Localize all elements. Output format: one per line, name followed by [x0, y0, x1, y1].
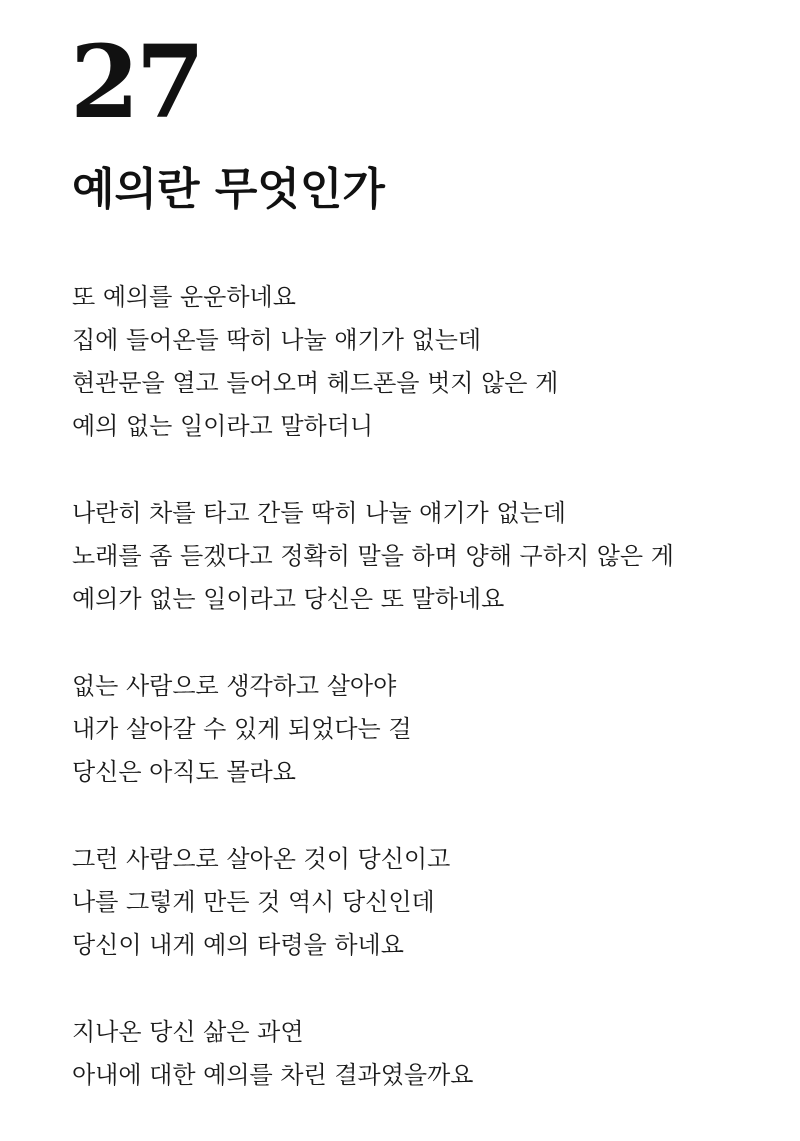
poem-line: 지나온 당신 삶은 과연	[72, 1018, 304, 1046]
stanza-2	[72, 492, 772, 621]
stanza-4	[72, 838, 772, 967]
poem-line: 집에 들어온들 딱히 나눌 얘기가 없는데	[72, 326, 482, 354]
poem-line: 나를 그렇게 만든 것 역시 당신인데	[72, 888, 435, 916]
poem-line: 없는 사람으로 생각하고 살아야	[72, 672, 397, 700]
poem-line: 그런 사람으로 살아온 것이 당신이고	[72, 845, 451, 873]
poem-line: 나란히 차를 타고 간들 딱히 나눌 얘기가 없는데	[72, 499, 566, 527]
poem-line: 현관문을 열고 들어오며 헤드폰을 벗지 않은 게	[72, 369, 559, 397]
poem-line: 내가 살아갈 수 있게 되었다는 걸	[72, 715, 412, 743]
poem-line: 예의 없는 일이라고 말하더니	[72, 412, 374, 440]
poem-line: 당신은 아직도 몰라요	[72, 758, 296, 786]
poem-line: 아내에 대한 예의를 차린 결과였을까요	[72, 1061, 474, 1089]
stanza-1	[72, 276, 772, 448]
stanza-3	[72, 665, 772, 794]
chapter-number: 27	[70, 23, 202, 141]
poem-line: 노래를 좀 듣겠다고 정확히 말을 하며 양해 구하지 않은 게	[72, 542, 674, 570]
poem-line: 당신이 내게 예의 타령을 하네요	[72, 931, 404, 959]
stanza-5	[72, 1011, 772, 1097]
poem-line: 예의가 없는 일이라고 당신은 또 말하네요	[72, 585, 505, 613]
poem-body	[72, 276, 772, 1141]
poem-title: 예의란 무엇인가	[72, 164, 385, 215]
poem-line: 또 예의를 운운하네요	[72, 283, 296, 311]
